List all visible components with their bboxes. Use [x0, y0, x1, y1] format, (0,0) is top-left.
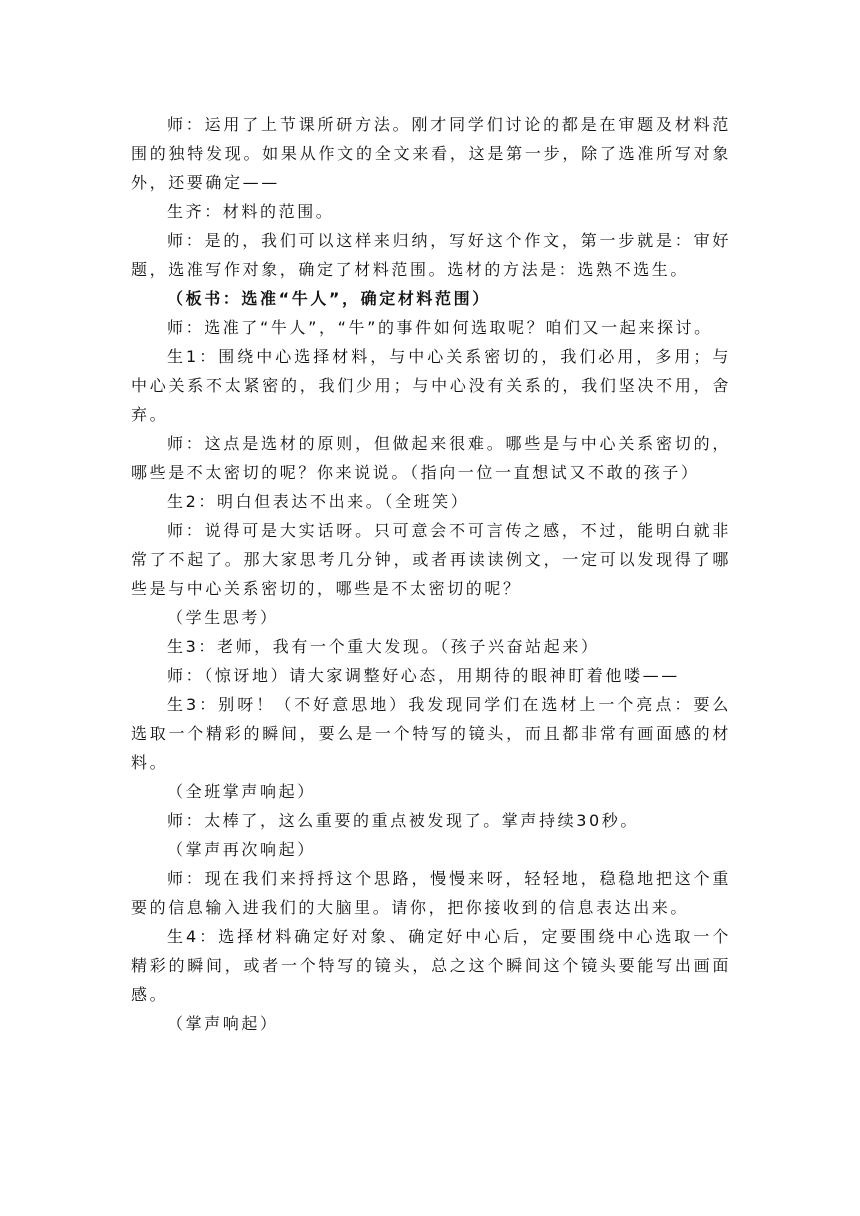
- paragraph: 生3：别呀！（不好意思地）我发现同学们在选材上一个亮点：要么选取一个精彩的瞬间，要么是一个特写的镜头，而且都非常有画面感的材料。: [131, 695, 731, 772]
- stage-direction: （掌声响起）: [167, 1014, 279, 1033]
- paragraph: 生2：明白但表达不出来。（全班笑）: [167, 492, 470, 511]
- paragraph: 生3：老师，我有一个重大发现。（孩子兴奋站起来）: [167, 637, 600, 656]
- stage-direction: （学生思考）: [167, 608, 279, 627]
- blackboard-note: （板书：选准“牛人”，确定材料范围）: [167, 289, 491, 308]
- paragraph: 生齐：材料的范围。: [167, 202, 335, 221]
- paragraph: 师：选准了“牛人”，“牛”的事件如何选取呢？咱们又一起来探讨。: [167, 318, 713, 337]
- paragraph: 师：太棒了，这么重要的重点被发现了。掌声持续30秒。: [167, 811, 639, 830]
- paragraph: 师：现在我们来捋捋这个思路，慢慢来呀，轻轻地，稳稳地把这个重要的信息输入进我们的大脑里。请你，把你接收到的信息表达出来。: [131, 869, 731, 917]
- paragraph: 师：（惊讶地）请大家调整好心态，用期待的眼神盯着他喽——: [167, 666, 680, 685]
- document-body: [131, 110, 731, 1038]
- paragraph: 师：说得可是大实话呀。只可意会不可言传之感，不过，能明白就非常了不起了。那大家思考几分钟，或者再读读例文，一定可以发现得了哪些是与中心关系密切的，哪些是不太密切的呢？: [131, 521, 731, 598]
- stage-direction: （掌声再次响起）: [167, 840, 316, 859]
- paragraph: 师：是的，我们可以这样来归纳，写好这个作文，第一步就是：审好题，选准写作对象，确定了材料范围。选材的方法是：选熟不选生。: [131, 231, 731, 279]
- paragraph: 师：运用了上节课所研方法。刚才同学们讨论的都是在审题及材料范围的独特发现。如果从作文的全文来看，这是第一步，除了选准所写对象外，还要确定——: [131, 115, 731, 192]
- paragraph: 生1：围绕中心选择材料，与中心关系密切的，我们必用，多用；与中心关系不太紧密的，我们少用；与中心没有关系的，我们坚决不用，舍弃。: [131, 347, 731, 424]
- paragraph: 生4：选择材料确定好对象、确定好中心后，定要围绕中心选取一个精彩的瞬间，或者一个特写的镜头，总之这个瞬间这个镜头要能写出画面感。: [131, 927, 731, 1004]
- stage-direction: （全班掌声响起）: [167, 782, 316, 801]
- paragraph: 师：这点是选材的原则，但做起来很难。哪些是与中心关系密切的，哪些是不太密切的呢？你来说说。（指向一位一直想试又不敢的孩子）: [131, 434, 731, 482]
